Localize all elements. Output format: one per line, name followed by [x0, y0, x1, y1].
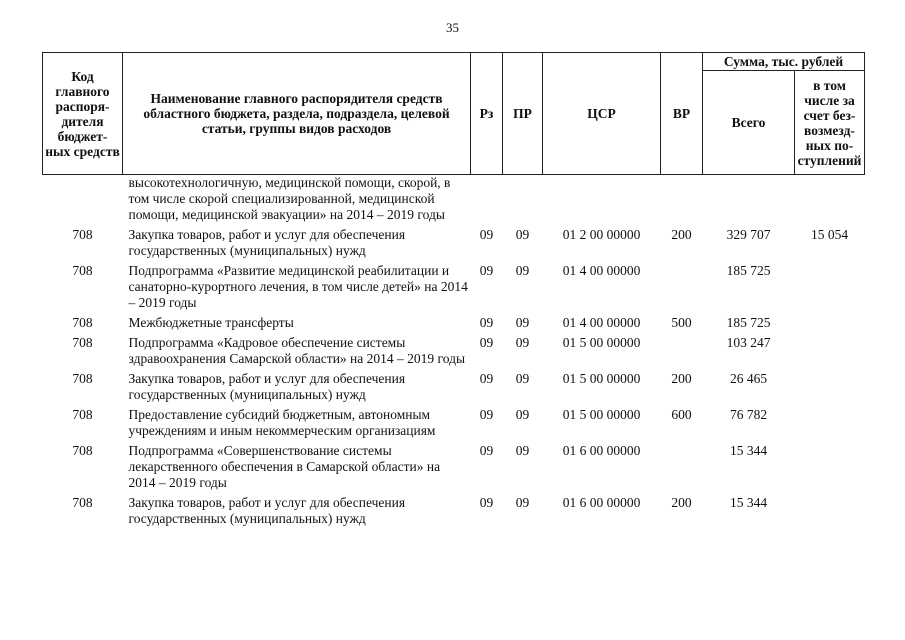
header-vr: ВР	[661, 53, 703, 175]
cell-free	[795, 403, 865, 439]
cell-total: 26 465	[729, 371, 768, 386]
cell-total: 15 344	[729, 443, 768, 458]
cell-code: 708	[72, 407, 93, 422]
header-csr: ЦСР	[543, 53, 661, 175]
cell-vr	[661, 439, 703, 491]
cell-total: 15 344	[729, 495, 768, 510]
cell-vr	[661, 259, 703, 311]
cell-name: Предоставление субсидий бюджетным, автономным учреждениям и иным некоммерческим организациям	[128, 407, 436, 438]
header-sum: Сумма, тыс. рублей	[703, 53, 865, 71]
cell-total: 185 725	[726, 263, 771, 278]
cell-vr	[661, 331, 703, 367]
cell-rz	[471, 175, 503, 224]
header-rz: Рз	[471, 53, 503, 175]
budget-table	[42, 52, 865, 527]
cell-csr: 01 5 00 00000	[562, 407, 641, 422]
cell-rz: 09	[479, 443, 494, 458]
cell-pr: 09	[515, 227, 530, 242]
cell-pr: 09	[515, 407, 530, 422]
cell-name: Подпрограмма «Кадровое обеспечение системы здравоохранения Самарской области» на 2014 – 2019 годы	[128, 335, 466, 366]
cell-total: 329 707	[726, 227, 771, 242]
cell-vr: 200	[671, 371, 692, 386]
cell-code: 708	[72, 371, 93, 386]
cell-rz: 09	[479, 335, 494, 350]
cell-name: Закупка товаров, работ и услуг для обеспечения государственных (муниципальных) нужд	[128, 227, 406, 258]
table-header	[43, 53, 865, 175]
cell-free	[795, 311, 865, 331]
cell-name: Межбюджетные трансферты	[128, 315, 294, 330]
header-free: в том числе за счет без- возмезд- ных по- ступлений	[795, 71, 865, 175]
cell-free	[795, 491, 865, 527]
cell-name: Подпрограмма «Совершенствование системы лекарственного обеспечения в Самарской области» на 2014 – 2019 годы	[128, 443, 441, 490]
cell-code	[43, 175, 123, 224]
cell-free	[795, 175, 865, 224]
table-row	[43, 175, 865, 224]
header-total: Всего	[703, 71, 795, 175]
cell-rz: 09	[479, 407, 494, 422]
cell-csr: 01 6 00 00000	[562, 495, 641, 510]
cell-pr: 09	[515, 495, 530, 510]
cell-pr: 09	[515, 263, 530, 278]
cell-csr: 01 2 00 00000	[562, 227, 641, 242]
cell-total: 185 725	[726, 315, 771, 330]
cell-rz: 09	[479, 227, 494, 242]
cell-rz: 09	[479, 263, 494, 278]
table-body	[43, 175, 865, 528]
cell-vr: 200	[671, 495, 692, 510]
cell-code: 708	[72, 263, 93, 278]
header-code: Код главного распоря- дителя бюджет- ных средств	[43, 53, 123, 175]
cell-rz: 09	[479, 371, 494, 386]
cell-rz: 09	[479, 495, 494, 510]
cell-free	[795, 259, 865, 311]
table-row	[43, 311, 865, 331]
cell-csr: 01 5 00 00000	[562, 371, 641, 386]
cell-name: Подпрограмма «Развитие медицинской реабилитации и санаторно-курортного лечения, в том числе детей» на 2014 – 2019 годы	[128, 263, 468, 310]
cell-vr: 600	[671, 407, 692, 422]
table-row	[43, 331, 865, 367]
cell-vr: 500	[671, 315, 692, 330]
table-row	[43, 403, 865, 439]
cell-code: 708	[72, 443, 93, 458]
cell-name: Закупка товаров, работ и услуг для обеспечения государственных (муниципальных) нужд	[128, 371, 406, 402]
cell-free	[795, 367, 865, 403]
table-row	[43, 223, 865, 259]
table-row	[43, 491, 865, 527]
table-row	[43, 259, 865, 311]
cell-rz: 09	[479, 315, 494, 330]
table-row	[43, 367, 865, 403]
cell-pr: 09	[515, 371, 530, 386]
cell-csr: 01 6 00 00000	[562, 443, 641, 458]
header-name: Наименование главного распорядителя средств областного бюджета, раздела, подраздела, целевой статьи, группы видов расходов	[123, 53, 471, 175]
page-number: 35	[446, 20, 459, 35]
cell-pr: 09	[515, 315, 530, 330]
cell-code: 708	[72, 315, 93, 330]
cell-free: 15 054	[810, 227, 849, 242]
cell-total	[703, 175, 795, 224]
cell-code: 708	[72, 495, 93, 510]
cell-csr: 01 4 00 00000	[562, 315, 641, 330]
cell-name: высокотехнологичную, медицинской помощи, скорой, в том числе скорой специализированной, медицинской помощи, медицинской эвакуации» на 2014 – 2019 годы	[128, 175, 451, 222]
cell-csr	[543, 175, 661, 224]
cell-free	[795, 439, 865, 491]
cell-csr: 01 5 00 00000	[562, 335, 641, 350]
cell-total: 76 782	[729, 407, 768, 422]
cell-total: 103 247	[726, 335, 771, 350]
header-pr: ПР	[503, 53, 543, 175]
cell-pr: 09	[515, 335, 530, 350]
cell-code: 708	[72, 335, 93, 350]
cell-pr	[503, 175, 543, 224]
table-row	[43, 439, 865, 491]
cell-vr	[661, 175, 703, 224]
cell-free	[795, 331, 865, 367]
cell-pr: 09	[515, 443, 530, 458]
cell-csr: 01 4 00 00000	[562, 263, 641, 278]
cell-vr: 200	[671, 227, 692, 242]
cell-code: 708	[72, 227, 93, 242]
cell-name: Закупка товаров, работ и услуг для обеспечения государственных (муниципальных) нужд	[128, 495, 406, 526]
